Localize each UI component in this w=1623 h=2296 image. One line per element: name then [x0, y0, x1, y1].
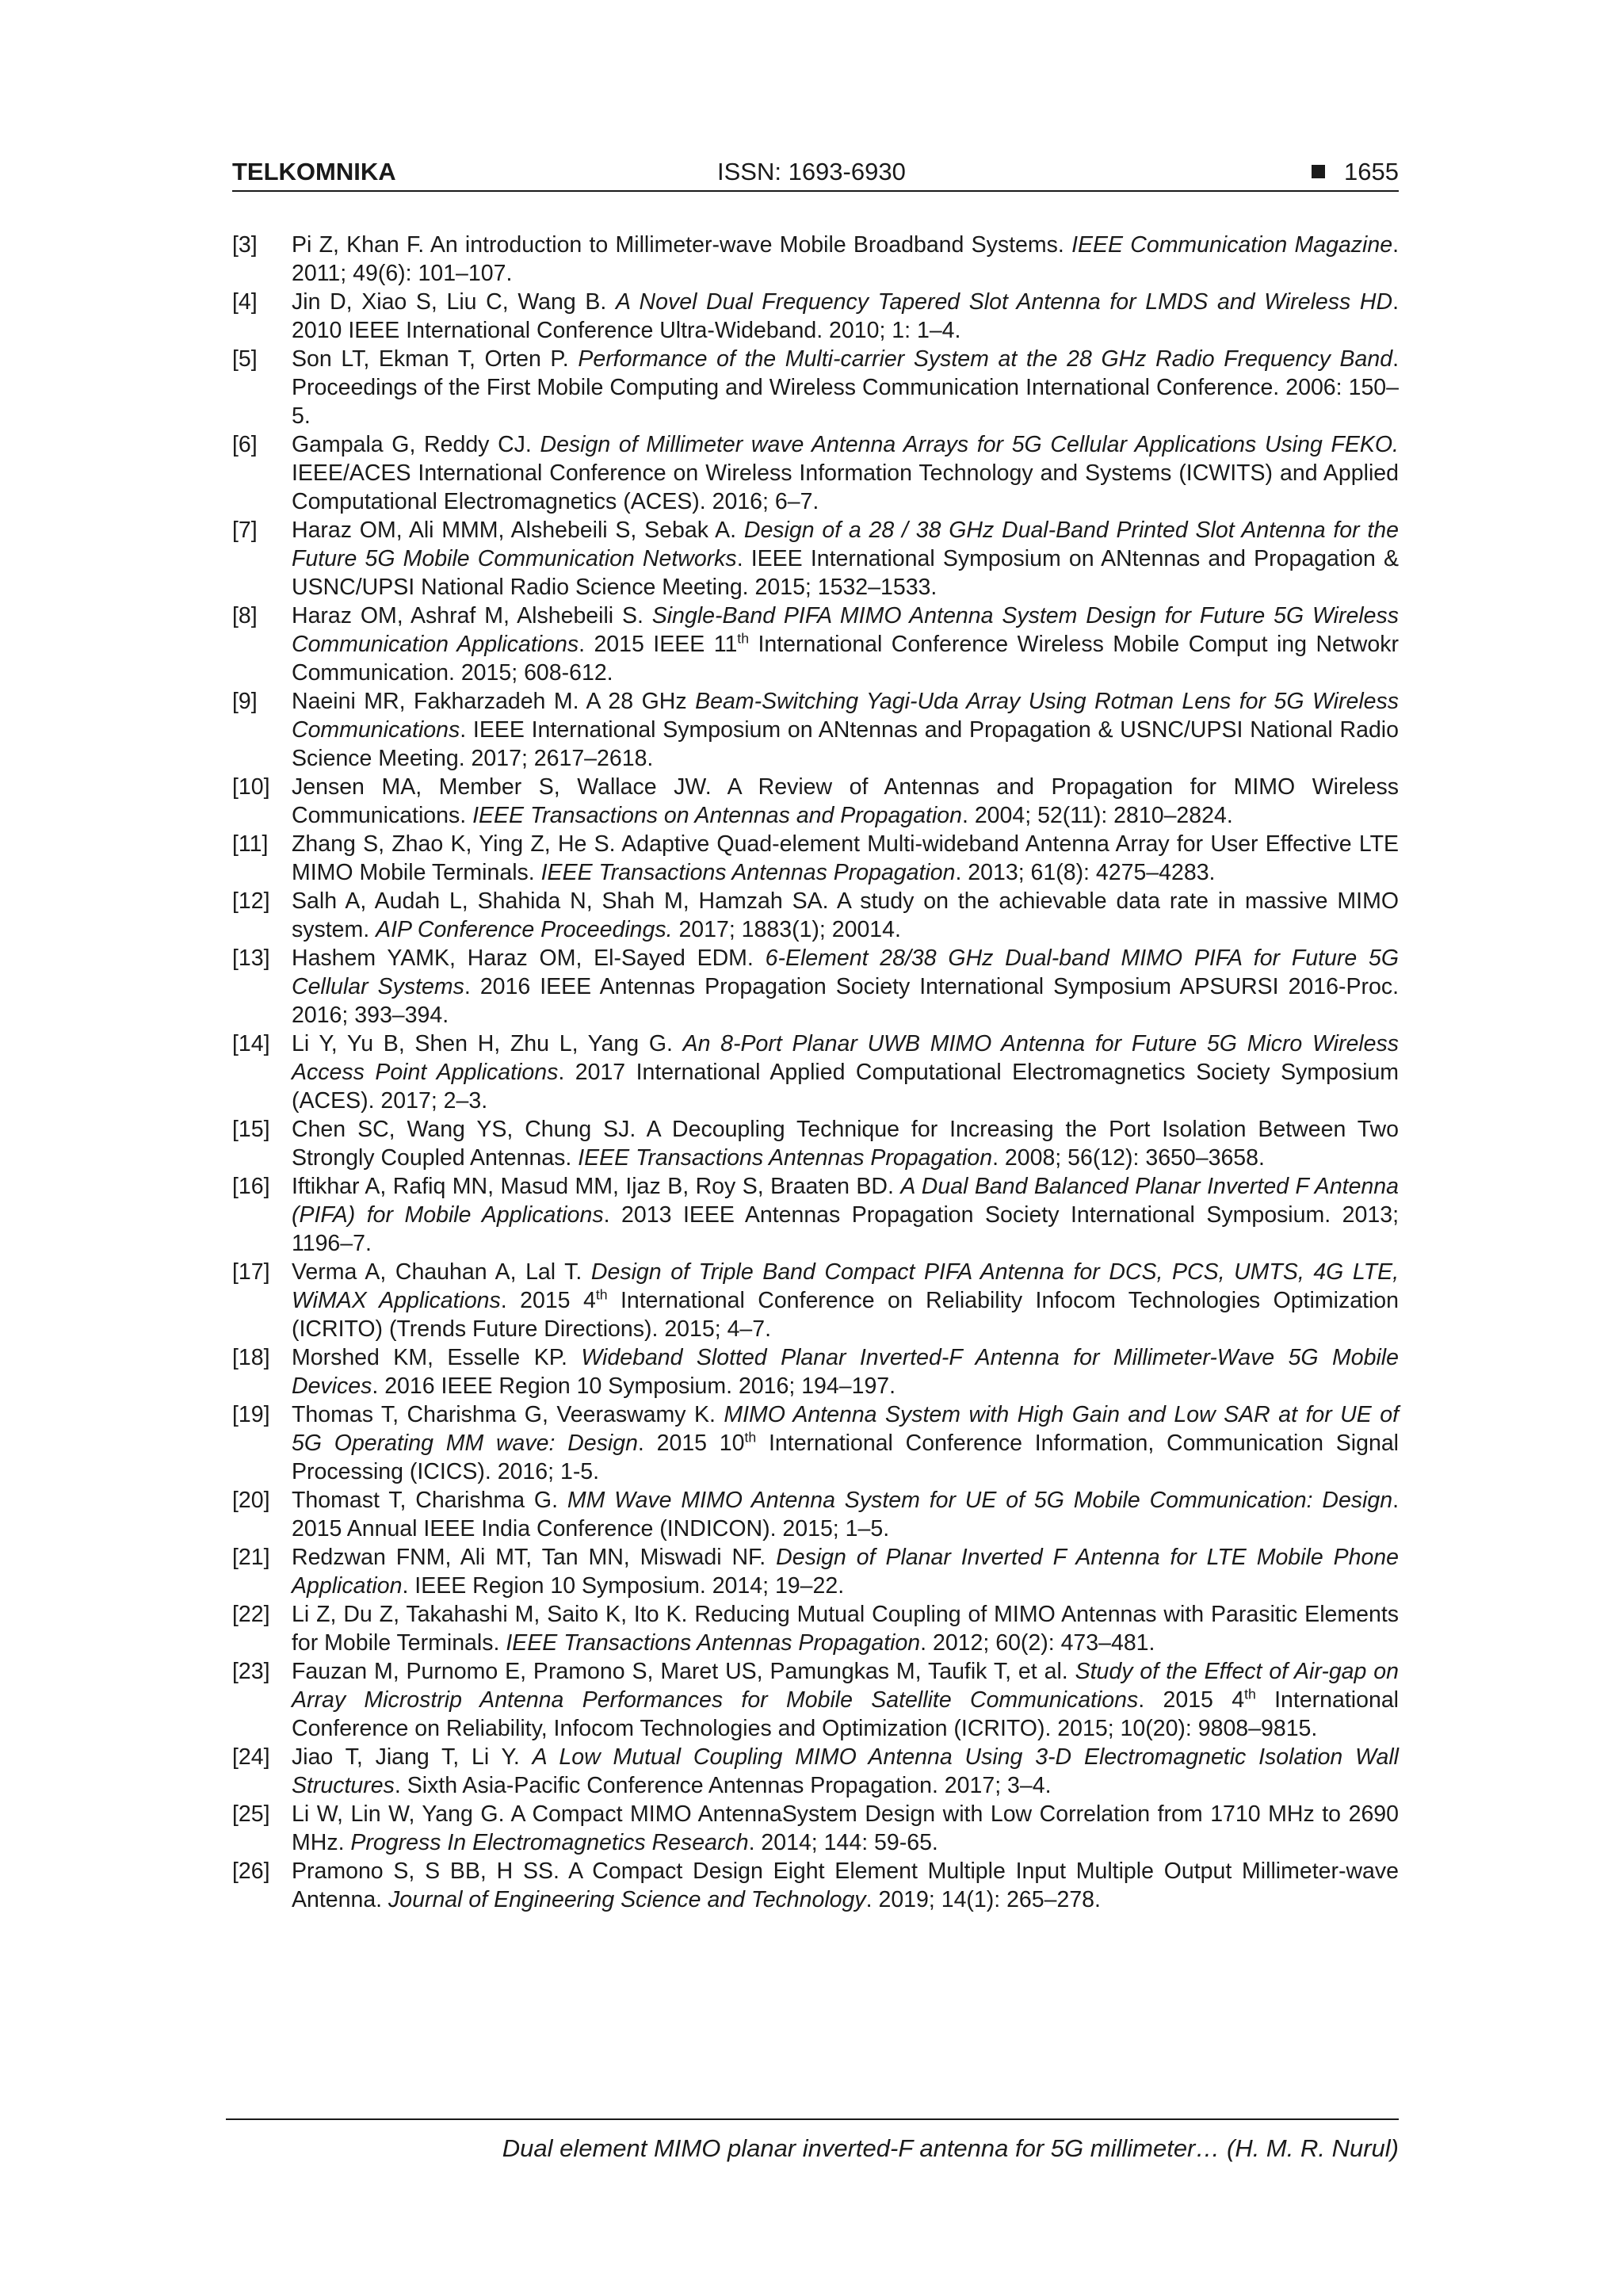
reference-number: [5] — [232, 346, 258, 372]
reference-number: [25] — [232, 1801, 270, 1827]
reference-text: . IEEE International Symposium on ANtennas and Propagation & USNC/UPSI National Radio Science Meeting. 2017; 2617–2618. — [292, 717, 1399, 771]
reference-text: Haraz OM, Ali MMM, Alshebeili S, Sebak A. — [292, 518, 744, 543]
reference-item — [232, 1857, 1399, 1914]
reference-item — [232, 516, 1399, 602]
reference-title: Beam-Switching Yagi-Uda Array Using Rotman Lens for 5G Wireless Communications — [292, 689, 1400, 743]
reference-title: MM Wave MIMO Antenna System for UE of 5G Mobile Communication: Design — [567, 1488, 1393, 1513]
reference-item — [232, 1172, 1399, 1258]
reference-item — [232, 1600, 1399, 1657]
reference-item — [232, 430, 1399, 516]
reference-text: Pramono S, S BB, H SS. A Compact Design Eight Element Multiple Input Multiple Output Millimeter-wave Antenna. — [292, 1859, 1399, 1912]
reference-title: 6-Element 28/38 GHz Dual-band MIMO PIFA for Future 5G Cellular Systems — [292, 946, 1399, 999]
reference-title: AIP Conference Proceedings. — [376, 917, 673, 942]
reference-text: Morshed KM, Esselle KP. — [292, 1345, 582, 1370]
reference-number: [17] — [232, 1259, 270, 1285]
journal-name: TELKOMNIKA — [232, 158, 396, 185]
footer-divider — [226, 2118, 1399, 2120]
reference-text: . 2015 IEEE 11 — [579, 632, 738, 657]
reference-text: . 2014; 144: 59-65. — [748, 1830, 938, 1855]
reference-title: IEEE Transactions Antennas Propagation — [540, 860, 956, 885]
reference-text: Jin D, Xiao S, Liu C, Wang B. — [292, 289, 616, 315]
reference-number: [15] — [232, 1117, 270, 1142]
reference-number: [26] — [232, 1859, 270, 1884]
page-number: 1655 — [1344, 158, 1399, 185]
reference-text: Hashem YAMK, Haraz OM, El-Sayed EDM. — [292, 946, 766, 971]
reference-number: [14] — [232, 1031, 270, 1056]
reference-text: . 2015 4 — [1138, 1687, 1245, 1713]
reference-number: [22] — [232, 1602, 270, 1627]
reference-text: Jensen MA, Member S, Wallace JW. A Review of Antennas and Propagation for MIMO Wireless Communications. — [292, 774, 1399, 828]
reference-text: Chen SC, Wang YS, Chung SJ. A Decoupling Technique for Increasing the Port Isolation Between Two Strongly Coupled Antennas. — [292, 1117, 1399, 1171]
reference-number: [19] — [232, 1402, 270, 1427]
reference-item — [232, 773, 1399, 830]
reference-title: Design of Triple Band Compact PIFA Antenna for DCS, PCS, UMTS, 4G LTE, WiMAX Applications — [292, 1259, 1399, 1313]
reference-text: Son LT, Ekman T, Orten P. — [292, 346, 579, 372]
reference-list — [232, 231, 1399, 1914]
reference-number: [11] — [232, 831, 269, 857]
reference-item — [232, 1030, 1399, 1115]
reference-title: IEEE Transactions on Antennas and Propagation — [472, 803, 962, 828]
ordinal-suffix: th — [1244, 1686, 1256, 1702]
reference-item — [232, 288, 1399, 345]
reference-item — [232, 1657, 1399, 1743]
reference-item — [232, 1486, 1399, 1543]
reference-text: . 2011; 49(6): 101–107. — [292, 232, 1399, 286]
reference-title: A Novel Dual Frequency Tapered Slot Antenna for LMDS and Wireless HD — [615, 289, 1393, 315]
reference-text: Gampala G, Reddy CJ. — [292, 432, 540, 457]
reference-item — [232, 1258, 1399, 1343]
ordinal-suffix: th — [744, 1429, 757, 1446]
reference-title: An 8-Port Planar UWB MIMO Antenna for Future 5G Micro Wireless Access Point Applications — [292, 1031, 1399, 1085]
square-bullet-icon — [1312, 165, 1325, 178]
reference-item — [232, 345, 1399, 430]
reference-title: Design of Millimeter wave Antenna Arrays for 5G Cellular Applications Using FEKO. — [540, 432, 1399, 457]
reference-text: . 2012; 60(2): 473–481. — [920, 1630, 1155, 1656]
reference-text: Li Y, Yu B, Shen H, Zhu L, Yang G. — [292, 1031, 683, 1056]
reference-text: Li Z, Du Z, Takahashi M, Saito K, Ito K. Reducing Mutual Coupling of MIMO Antennas with Parasitic Elements for Mobile Terminals. — [292, 1602, 1399, 1656]
reference-text: Pi Z, Khan F. An introduction to Millimeter-wave Mobile Broadband Systems. — [292, 232, 1072, 258]
reference-text: 2017; 1883(1); 20014. — [672, 917, 901, 942]
reference-number: [23] — [232, 1659, 270, 1684]
reference-text: Li W, Lin W, Yang G. A Compact MIMO AntennaSystem Design with Low Correlation from 1710 MHz to 2690 MHz. — [292, 1801, 1399, 1855]
reference-number: [13] — [232, 946, 270, 971]
reference-text: . Proceedings of the First Mobile Computing and Wireless Communication International Conference. 2006: 150–5. — [292, 346, 1399, 429]
reference-text: . 2015 10 — [637, 1431, 745, 1456]
reference-title: Progress In Electromagnetics Research — [350, 1830, 749, 1855]
reference-text: Fauzan M, Purnomo E, Pramono S, Maret US, Pamungkas M, Taufik T, et al. — [292, 1659, 1075, 1684]
reference-text: . 2008; 56(12): 3650–3658. — [992, 1145, 1265, 1171]
reference-title: IEEE Transactions Antennas Propagation — [578, 1145, 993, 1171]
reference-title: IEEE Communication Magazine — [1071, 232, 1393, 258]
reference-item — [232, 1743, 1399, 1800]
reference-item — [232, 887, 1399, 944]
reference-title: IEEE Transactions Antennas Propagation — [506, 1630, 921, 1656]
reference-title: Study of the Effect of Air-gap on Array Microstrip Antenna Performances for Mobile Satellite Communications — [292, 1659, 1399, 1713]
reference-text: International Conference on Reliability, Infocom Technologies and Optimization (ICRITO). 2015; 10(20): 9808–9815. — [292, 1687, 1399, 1741]
reference-item — [232, 687, 1399, 773]
reference-text: Iftikhar A, Rafiq MN, Masud MM, Ijaz B, Roy S, Braaten BD. — [292, 1174, 901, 1199]
reference-text: International Conference on Reliability Infocom Technologies Optimization (ICRITO) (Trends Future Directions). 2015; 4–7. — [292, 1288, 1399, 1342]
reference-text: . 2016 IEEE Region 10 Symposium. 2016; 194–197. — [372, 1373, 896, 1399]
reference-text: Haraz OM, Ashraf M, Alshebeili S. — [292, 603, 652, 628]
reference-text: . 2016 IEEE Antennas Propagation Society International Symposium APSURSI 2016-Proc. 2016; 393–394. — [292, 974, 1399, 1028]
reference-number: [21] — [232, 1545, 270, 1570]
header-divider — [232, 190, 1399, 192]
page-number-block — [1312, 155, 1399, 189]
reference-title: A Low Mutual Coupling MIMO Antenna Using 3-D Electromagnetic Isolation Wall Structures — [292, 1744, 1400, 1798]
reference-text: International Conference Wireless Mobile Comput ing Netwokr Communication. 2015; 608-612. — [292, 632, 1399, 686]
reference-text: . IEEE International Symposium on ANtennas and Propagation & USNC/UPSI National Radio Science Meeting. 2015; 1532–1533. — [292, 546, 1399, 600]
reference-item — [232, 1115, 1399, 1172]
ordinal-suffix: th — [737, 630, 750, 647]
reference-number: [4] — [232, 289, 258, 315]
reference-item — [232, 1343, 1399, 1400]
reference-text: . 2013 IEEE Antennas Propagation Society International Symposium. 2013; 1196–7. — [292, 1202, 1399, 1256]
reference-text: Zhang S, Zhao K, Ying Z, He S. Adaptive Quad-element Multi-wideband Antenna Array for User Effective LTE MIMO Mobile Terminals. — [292, 831, 1399, 885]
reference-text: Thomas T, Charishma G, Veeraswamy K. — [292, 1402, 724, 1427]
reference-text: . 2004; 52(11): 2810–2824. — [962, 803, 1233, 828]
reference-text: IEEE/ACES International Conference on Wireless Information Technology and Systems (ICWITS) and Applied Computational Electromagnetics (ACES). 2016; 6–7. — [292, 460, 1399, 514]
reference-title: Design of Planar Inverted F Antenna for LTE Mobile Phone Application — [292, 1545, 1399, 1599]
reference-text: Jiao T, Jiang T, Li Y. — [292, 1744, 533, 1770]
reference-text: Thomast T, Charishma G. — [292, 1488, 567, 1513]
reference-title: Performance of the Multi-carrier System at the 28 GHz Radio Frequency Band — [578, 346, 1393, 372]
reference-text: Verma A, Chauhan A, Lal T. — [292, 1259, 591, 1285]
reference-item — [232, 602, 1399, 687]
reference-text: Naeini MR, Fakharzadeh M. A 28 GHz — [292, 689, 696, 714]
reference-item — [232, 944, 1399, 1030]
reference-title: Design of a 28 / 38 GHz Dual-Band Printed Slot Antenna for the Future 5G Mobile Communication Networks — [292, 518, 1400, 571]
reference-number: [12] — [232, 888, 270, 914]
reference-text: . 2013; 61(8): 4275–4283. — [955, 860, 1216, 885]
reference-item — [232, 1400, 1399, 1486]
reference-number: [10] — [232, 774, 270, 800]
reference-item — [232, 231, 1399, 288]
reference-title: Single-Band PIFA MIMO Antenna System Design for Future 5G Wireless Communication Applications — [292, 603, 1399, 657]
reference-text: . Sixth Asia-Pacific Conference Antennas Propagation. 2017; 3–4. — [394, 1773, 1052, 1798]
reference-number: [7] — [232, 518, 258, 543]
reference-text: International Conference Information, Communication Signal Processing (ICICS). 2016; 1-5. — [292, 1431, 1400, 1484]
reference-text: Redzwan FNM, Ali MT, Tan MN, Miswadi NF. — [292, 1545, 777, 1570]
reference-title: Journal of Engineering Science and Technology — [388, 1887, 866, 1912]
reference-text: . 2010 IEEE International Conference Ultra-Wideband. 2010; 1: 1–4. — [292, 289, 1399, 343]
reference-text: Salh A, Audah L, Shahida N, Shah M, Hamzah SA. A study on the achievable data rate in massive MIMO system. — [292, 888, 1399, 942]
reference-number: [20] — [232, 1488, 270, 1513]
reference-number: [3] — [232, 232, 258, 258]
reference-text: . IEEE Region 10 Symposium. 2014; 19–22. — [402, 1573, 845, 1599]
reference-number: [6] — [232, 432, 258, 457]
reference-text: . 2015 Annual IEEE India Conference (INDICON). 2015; 1–5. — [292, 1488, 1399, 1541]
reference-item — [232, 1543, 1399, 1600]
issn-number: ISSN: 1693-6930 — [717, 158, 906, 185]
reference-number: [16] — [232, 1174, 270, 1199]
page-header — [232, 155, 1399, 189]
reference-number: [9] — [232, 689, 258, 714]
reference-title: A Dual Band Balanced Planar Inverted F Antenna (PIFA) for Mobile Applications — [292, 1174, 1399, 1228]
reference-text: . 2019; 14(1): 265–278. — [865, 1887, 1101, 1912]
ordinal-suffix: th — [595, 1286, 608, 1303]
reference-title: MIMO Antenna System with High Gain and Low SAR at for UE of 5G Operating MM wave: Design — [292, 1402, 1400, 1456]
reference-number: [24] — [232, 1744, 270, 1770]
reference-item — [232, 830, 1399, 887]
reference-text: . 2015 4 — [500, 1288, 596, 1313]
reference-text: . 2017 International Applied Computational Electromagnetics Society Symposium (ACES). 2017; 2–3. — [292, 1060, 1400, 1114]
running-footer: Dual element MIMO planar inverted-F antenna for 5G millimeter… (H. M. R. Nurul) — [502, 2134, 1399, 2162]
reference-item — [232, 1800, 1399, 1857]
reference-number: [18] — [232, 1345, 270, 1370]
reference-title: Wideband Slotted Planar Inverted-F Antenna for Millimeter-Wave 5G Mobile Devices — [292, 1345, 1399, 1399]
reference-number: [8] — [232, 603, 258, 628]
